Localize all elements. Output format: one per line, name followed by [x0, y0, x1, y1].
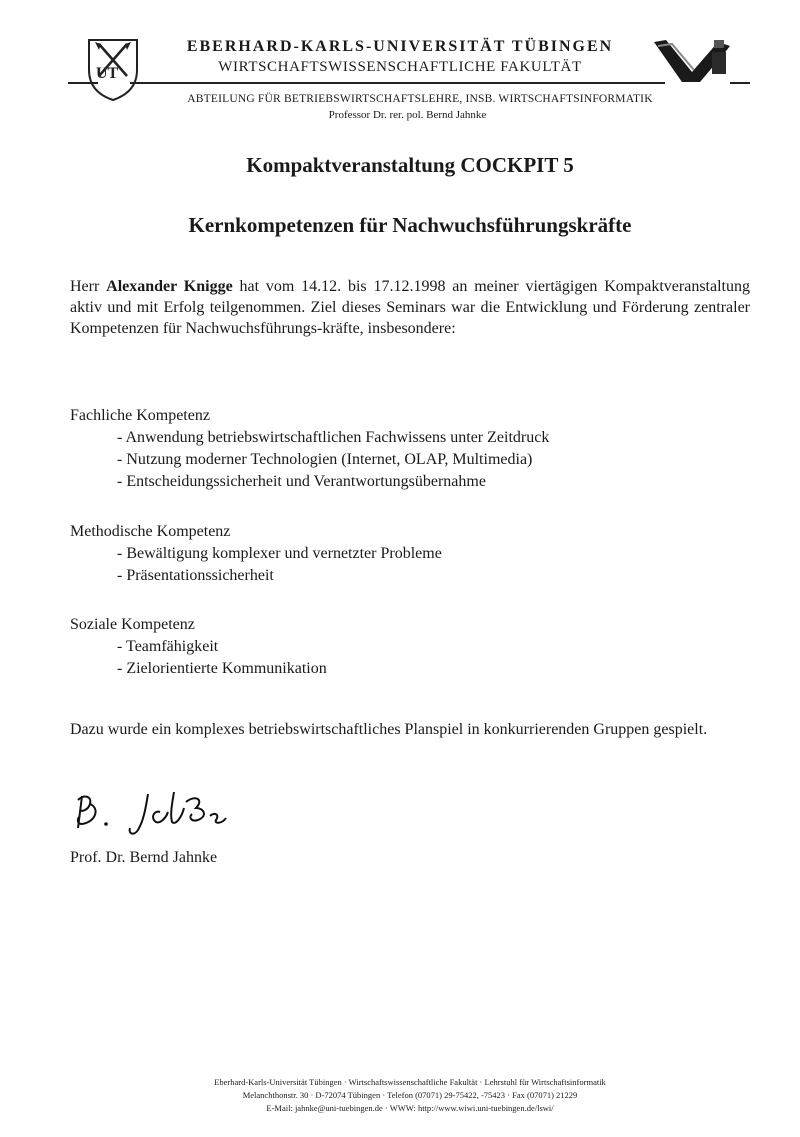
document-title: Kompaktveranstaltung COCKPIT 5 — [246, 153, 574, 177]
letterhead-rule — [130, 82, 665, 84]
university-name: EBERHARD-KARLS-UNIVERSITÄT TÜBINGEN — [186, 38, 614, 55]
section-heading: Methodische Kompetenz — [70, 523, 231, 540]
section-heading: Soziale Kompetenz — [70, 616, 195, 633]
list-item: - Bewältigung komplexer und vernetzter Probleme — [117, 545, 442, 562]
intro-text: hat vom 14.12. bis 17.12.1998 an meiner viertägigen Kompaktveranstaltung aktiv und mit Erfolg teilgenommen. Ziel dieses Seminars war die Entwicklung und Förderung zentraler Kompetenzen für Nachwuchsführungs-kräfte, insbesondere: — [70, 278, 750, 337]
handwritten-signature — [70, 786, 250, 838]
document-subtitle: Kernkompetenzen für Nachwuchsführungskräfte — [188, 213, 632, 237]
faculty-name: WIRTSCHAFTSWISSENSCHAFTLICHE FAKULTÄT — [218, 59, 582, 75]
list-item: - Teamfähigkeit — [117, 638, 219, 655]
department-name: ABTEILUNG FÜR BETRIEBSWIRTSCHAFTSLEHRE, INSB. WIRTSCHAFTSINFORMATIK — [187, 93, 653, 105]
signer-name: Prof. Dr. Bernd Jahnke — [70, 849, 218, 866]
closing-paragraph: Dazu wurde ein komplexes betriebswirtschaftliches Planspiel in konkurrierenden Gruppen gespielt. — [70, 721, 708, 738]
intro-paragraph — [70, 276, 750, 339]
seal-letters: UT — [96, 65, 119, 82]
letterhead-professor: Professor Dr. rer. pol. Bernd Jahnke — [328, 109, 487, 121]
footer-line: E-Mail: jahnke@uni-tuebingen.de · WWW: http://www.wiwi.uni-tuebingen.de/lswi/ — [266, 1103, 554, 1113]
list-item: - Zielorientierte Kommunikation — [117, 660, 327, 677]
footer-line: Eberhard-Karls-Universität Tübingen · Wirtschaftswissenschaftliche Fakultät · Lehrstuhl für Wirtschaftsinformatik — [214, 1077, 606, 1087]
list-item: - Anwendung betriebswirtschaftlichen Fachwissens unter Zeitdruck — [117, 429, 550, 446]
footer-line: Melanchthonstr. 30 · D-72074 Tübingen · Telefon (07071) 29-75422, -75423 · Fax (07071) 21229 — [242, 1090, 578, 1100]
participant-name: Alexander Knigge — [106, 278, 233, 295]
letterhead-rule-left — [68, 82, 98, 84]
intro-prefix: Herr — [70, 278, 107, 295]
section-heading: Fachliche Kompetenz — [70, 407, 210, 424]
list-item: - Präsentationssicherheit — [117, 567, 274, 584]
list-item: - Nutzung moderner Technologien (Internet, OLAP, Multimedia) — [117, 451, 533, 468]
list-item: - Entscheidungssicherheit und Verantwortungsübernahme — [117, 473, 486, 490]
faculty-logo-icon — [652, 36, 734, 86]
